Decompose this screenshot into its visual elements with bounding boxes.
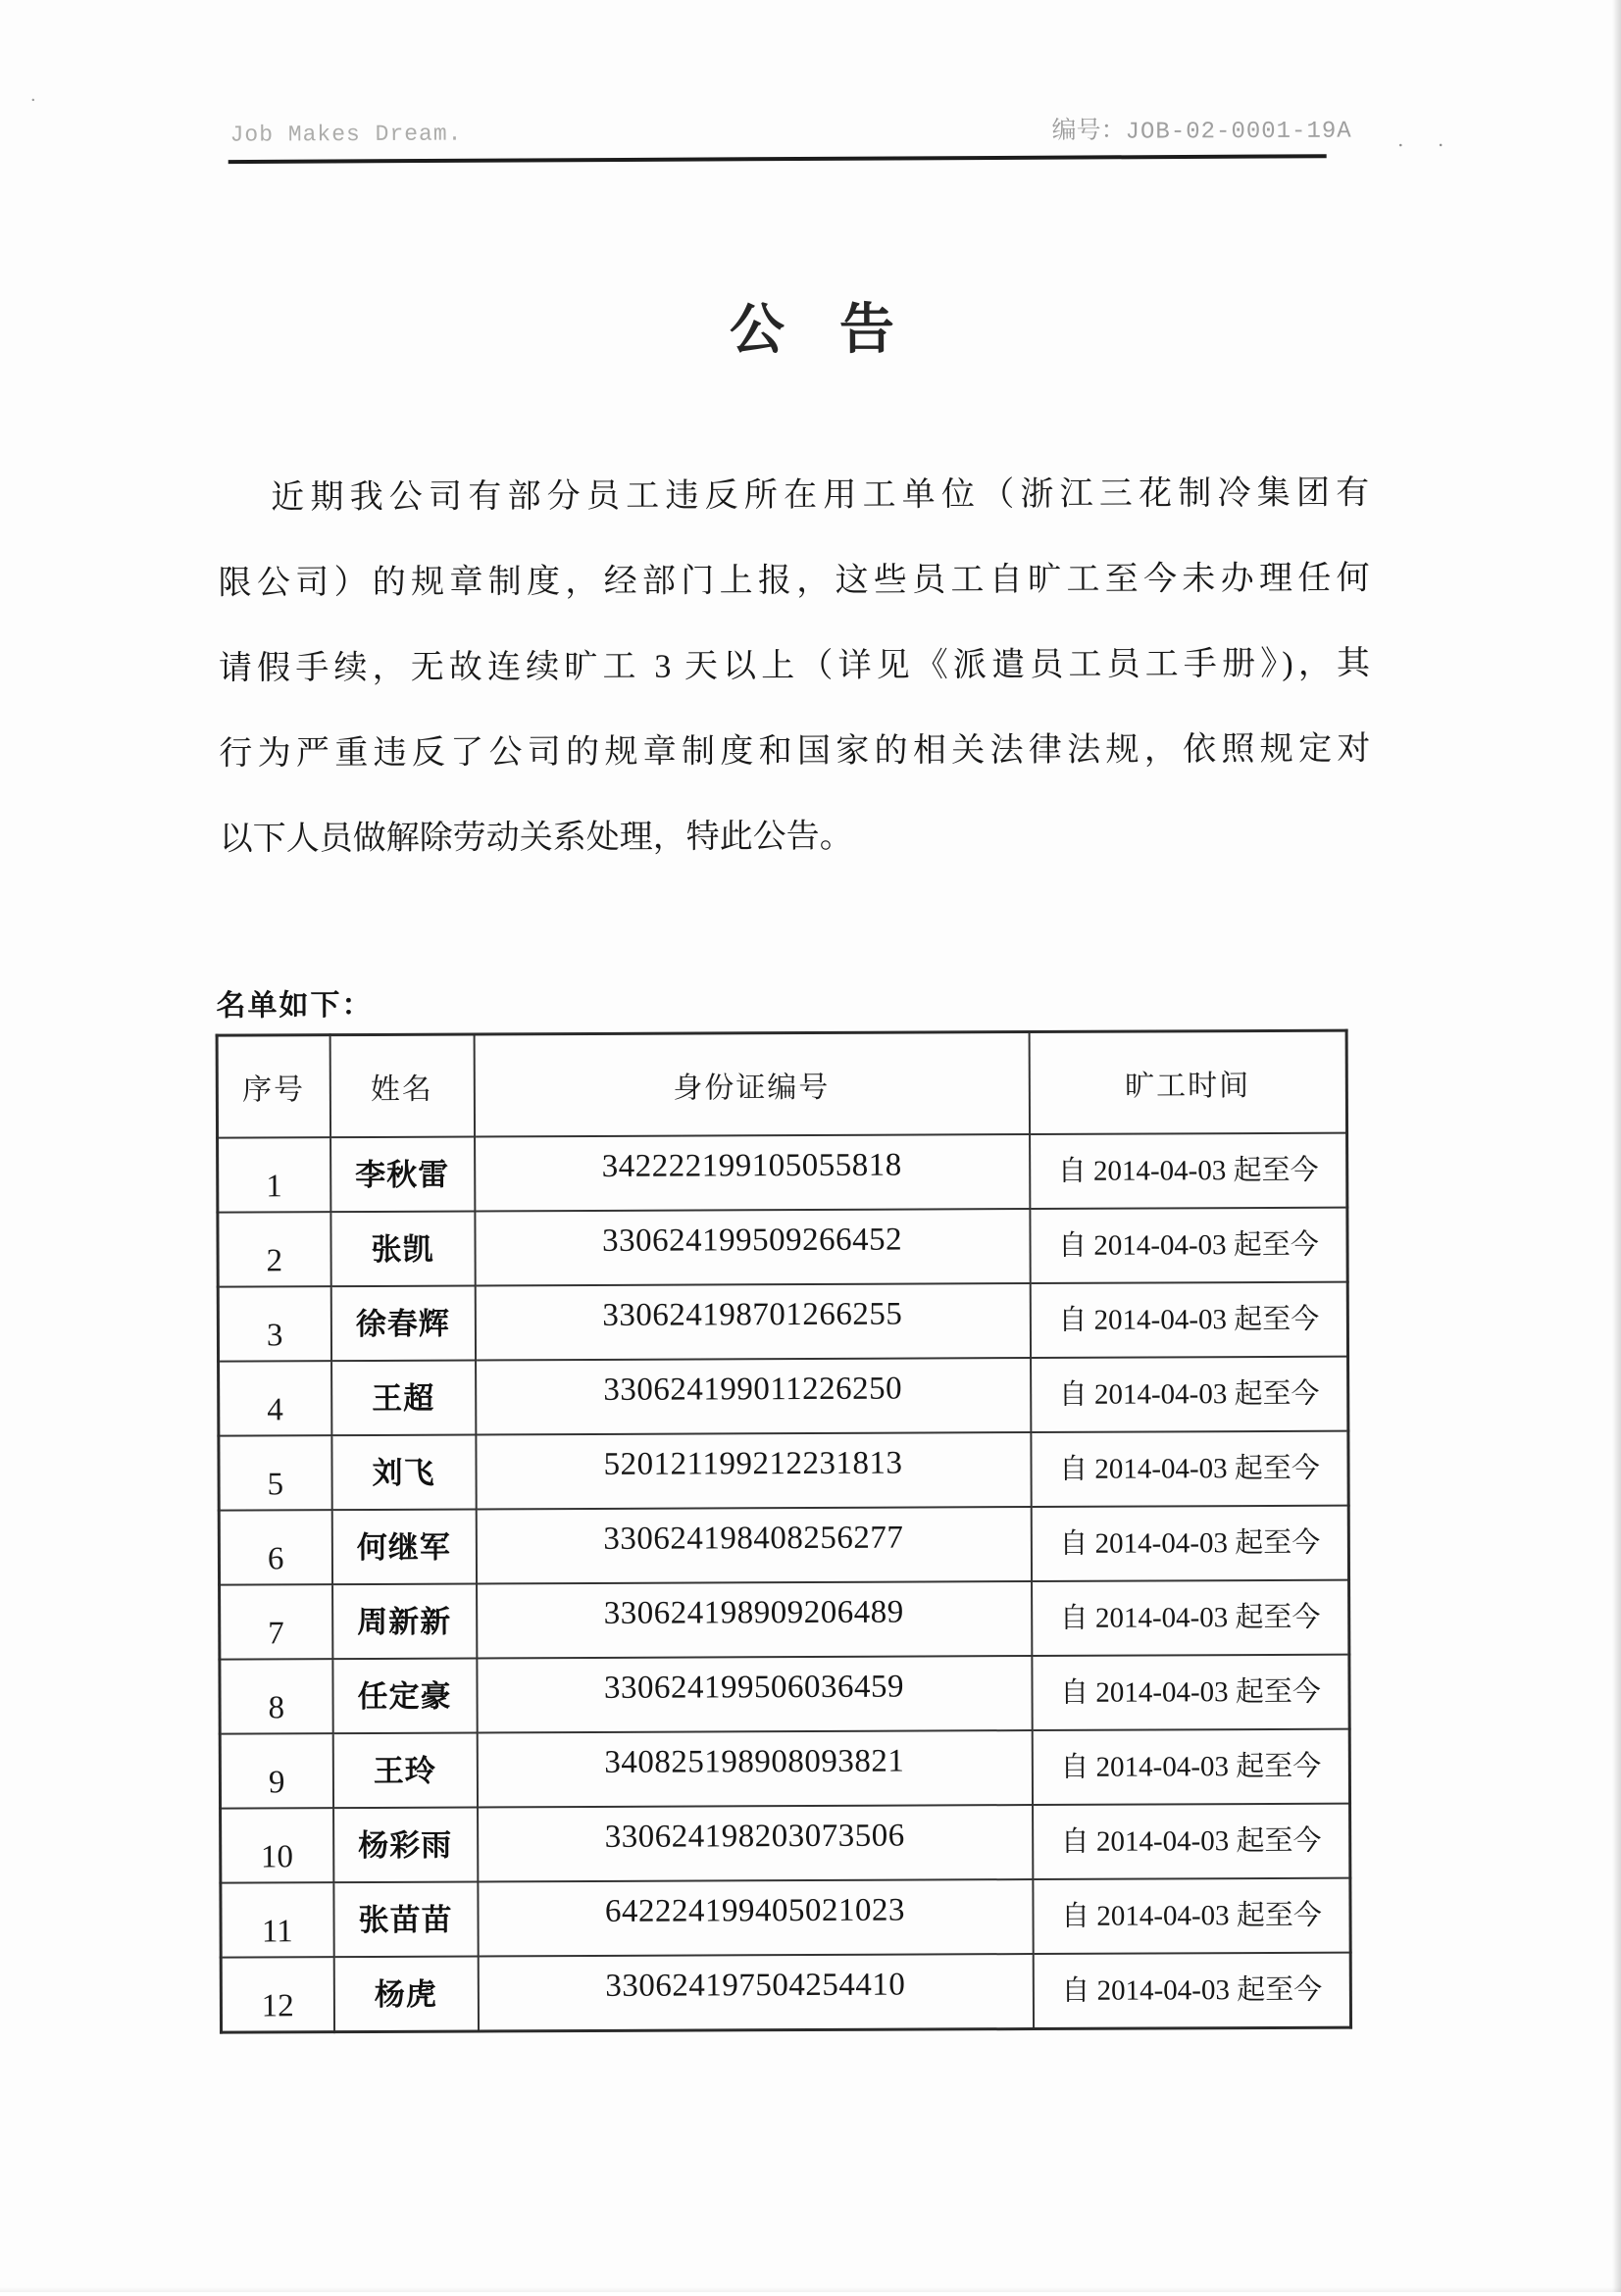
cell-id-number: 330624198909206489: [477, 1581, 1032, 1658]
cell-name: 张凯: [330, 1212, 475, 1287]
cell-period: 自 2014-04-03 起至今: [1032, 1729, 1349, 1805]
body-line: 限公司）的规章制度，经部门上报，这些员工自旷工至今未办理任何: [218, 560, 1370, 602]
cell-period: 自 2014-04-03 起至今: [1033, 1878, 1350, 1954]
body-paragraph: [218, 451, 1371, 882]
table-row: [218, 1208, 1347, 1287]
doc-number-label: 编号：: [1051, 117, 1126, 144]
cell-name: 刘飞: [331, 1435, 476, 1511]
roster-table: [216, 1029, 1352, 2034]
doc-number: [1051, 110, 1351, 146]
cell-id-number: 342222199105055818: [475, 1134, 1030, 1211]
scan-edge-shadow: [1612, 0, 1621, 2292]
cell-id-number: 642224199405021023: [478, 1879, 1033, 1956]
cell-name: 杨虎: [333, 1956, 478, 2031]
body-line: 近期我公司有部分员工违反所在用工单位（浙江三花制冷集团有: [271, 474, 1370, 517]
cell-serial: 2: [218, 1212, 330, 1287]
cell-name: 李秋雷: [330, 1137, 475, 1213]
cell-serial: 3: [218, 1286, 330, 1362]
table-row: [218, 1133, 1347, 1213]
table-row: [220, 1580, 1349, 1660]
cell-period: 自 2014-04-03 起至今: [1032, 1655, 1349, 1730]
body-line: 请假手续，无故连续旷工 3 天以上（详见《派遣员工员工手册》)，其: [218, 645, 1371, 687]
cell-name: 王超: [331, 1361, 476, 1436]
cell-serial: 7: [220, 1584, 332, 1660]
table-row: [221, 1953, 1350, 2032]
table-header-row: [217, 1030, 1346, 1138]
cell-id-number: 340825198908093821: [477, 1730, 1032, 1807]
header-cell-id-number: 身份证编号: [474, 1032, 1029, 1137]
cell-id-number: 330624199509266452: [475, 1209, 1030, 1285]
cell-period: 自 2014-04-03 起至今: [1031, 1431, 1348, 1507]
cell-id-number: 330624199011226250: [476, 1358, 1031, 1434]
cell-period: 自 2014-04-03 起至今: [1030, 1133, 1347, 1209]
list-label: 名单如下：: [216, 988, 374, 1023]
doc-number-value: JOB-02-0001-19A: [1125, 118, 1352, 146]
cell-name: 王玲: [332, 1732, 477, 1808]
cell-name: 徐春辉: [330, 1286, 475, 1362]
scan-speck: ·: [29, 89, 37, 112]
cell-serial: 5: [219, 1435, 331, 1511]
cell-period: 自 2014-04-03 起至今: [1030, 1208, 1347, 1283]
cell-period: 自 2014-04-03 起至今: [1030, 1282, 1347, 1358]
table-row: [220, 1655, 1349, 1734]
header-cell-serial: 序号: [217, 1035, 329, 1138]
cell-serial: 9: [220, 1733, 332, 1809]
scan-edge-shadow: [0, 2287, 1621, 2292]
cell-serial: 1: [218, 1137, 330, 1213]
scan-speck: · ·: [1396, 132, 1458, 158]
cell-name: 张苗苗: [333, 1881, 478, 1957]
table-row: [221, 1804, 1350, 1883]
cell-serial: 4: [219, 1361, 331, 1436]
cell-serial: 6: [219, 1510, 331, 1585]
body-line: 行为严重违反了公司的规章制度和国家的相关法律法规，依照规定对: [219, 730, 1371, 773]
table-row: [219, 1506, 1348, 1585]
table-row: [218, 1282, 1347, 1362]
cell-period: 自 2014-04-03 起至今: [1031, 1357, 1348, 1432]
cell-name: 杨彩雨: [333, 1807, 478, 1882]
page-title: 公 告: [729, 299, 895, 362]
table-row: [220, 1729, 1349, 1809]
table-row: [221, 1878, 1350, 1958]
table-row: [219, 1357, 1348, 1436]
cell-id-number: 520121199212231813: [476, 1432, 1031, 1509]
cell-id-number: 330624198203073506: [478, 1805, 1033, 1881]
cell-period: 自 2014-04-03 起至今: [1031, 1506, 1348, 1581]
cell-id-number: 330624197504254410: [478, 1954, 1033, 2030]
body-line: 以下人员做解除劳动关系处理，特此公告。: [219, 818, 853, 858]
roster-table-body: [218, 1133, 1351, 2032]
header-cell-period: 旷工时间: [1029, 1030, 1346, 1134]
header-slogan: Job Makes Dream.: [229, 121, 463, 148]
table-row: [219, 1431, 1348, 1511]
cell-id-number: 330624199506036459: [477, 1656, 1032, 1732]
cell-serial: 10: [221, 1808, 333, 1883]
cell-name: 何继军: [331, 1510, 476, 1585]
cell-id-number: 330624198701266255: [475, 1283, 1030, 1360]
cell-name: 任定豪: [332, 1659, 477, 1734]
cell-period: 自 2014-04-03 起至今: [1032, 1580, 1349, 1656]
cell-serial: 12: [221, 1957, 333, 2032]
cell-serial: 8: [220, 1659, 332, 1734]
cell-id-number: 330624198408256277: [476, 1507, 1031, 1583]
cell-period: 自 2014-04-03 起至今: [1033, 1804, 1350, 1879]
cell-serial: 11: [221, 1882, 333, 1958]
header-divider-line: [228, 154, 1327, 164]
roster-table-header: [217, 1030, 1346, 1138]
header-cell-name: 姓名: [329, 1034, 474, 1137]
cell-period: 自 2014-04-03 起至今: [1033, 1953, 1350, 2028]
cell-name: 周新新: [332, 1584, 477, 1660]
